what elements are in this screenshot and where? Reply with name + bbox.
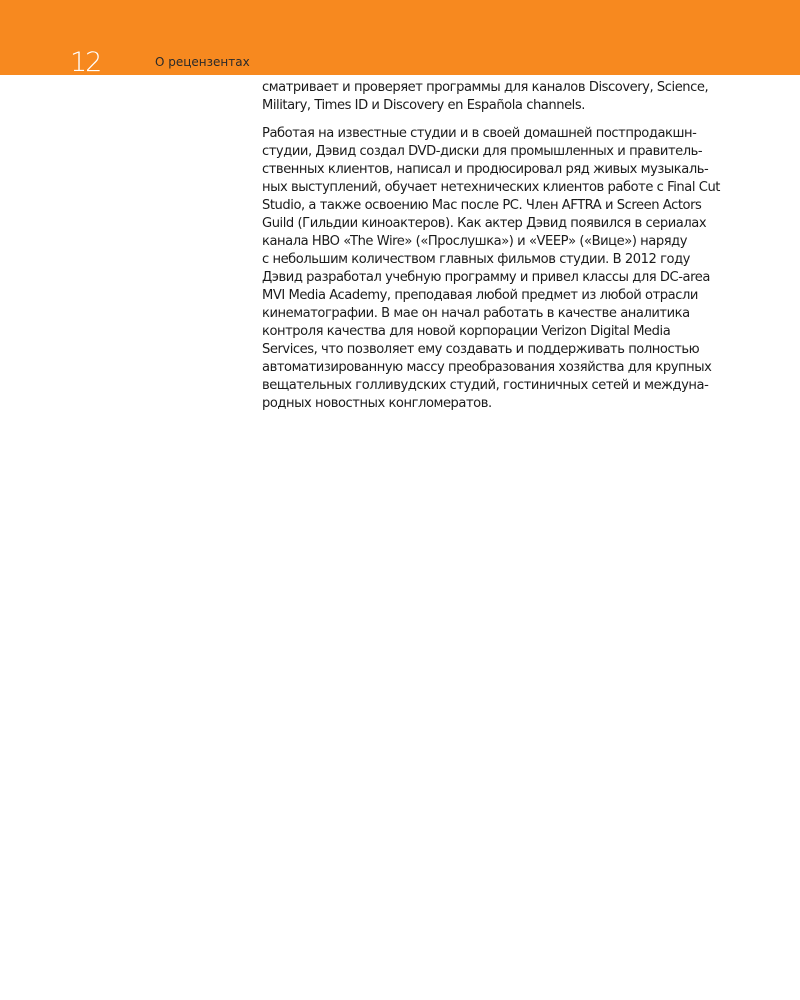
paragraph-2 xyxy=(262,125,780,413)
text-line: Работая на известные студии и в своей домашней постпродакшн- xyxy=(262,126,697,141)
text-line: сматривает и проверяет программы для каналов Discovery, Science, xyxy=(262,80,709,95)
header-band xyxy=(0,0,800,75)
text-line: студии, Дэвид создал DVD-диски для промышленных и правитель- xyxy=(262,144,703,159)
text-line: с небольшим количеством главных фильмов студии. В 2012 году xyxy=(262,252,690,267)
text-line: Дэвид разработал учебную программу и привел классы для DC-area xyxy=(262,270,710,285)
text-line: родных новостных конгломератов. xyxy=(262,396,492,411)
running-header-title: О рецензентах xyxy=(155,55,250,69)
text-line: Military, Times ID и Discovery en Española channels. xyxy=(262,98,585,113)
text-line: MVI Media Academy, преподавая любой предмет из любой отрасли xyxy=(262,288,698,303)
paragraph-1 xyxy=(262,79,780,115)
text-line: кинематографии. В мае он начал работать в качестве аналитика xyxy=(262,306,690,321)
text-line: ственных клиентов, написал и продюсировал ряд живых музыкаль- xyxy=(262,162,709,177)
text-line: ных выступлений, обучает нетехнических клиентов работе с Final Cut xyxy=(262,180,720,195)
text-line: Services, что позволяет ему создавать и поддерживать полностью xyxy=(262,342,700,357)
text-line: вещательных голливудских студий, гостиничных сетей и междуна- xyxy=(262,378,709,393)
text-line: Guild (Гильдии киноактеров). Как актер Дэвид появился в сериалах xyxy=(262,216,707,231)
text-line: канала HBO «The Wire» («Прослушка») и «VEEP» («Вице») наряду xyxy=(262,234,688,249)
text-line: Studio, а также освоению Mac после PC. Член AFTRA и Screen Actors xyxy=(262,198,702,213)
page-number: 12 xyxy=(70,47,101,78)
text-line: автоматизированную массу преобразования хозяйства для крупных xyxy=(262,360,712,375)
body-text xyxy=(262,79,780,413)
text-line: контроля качества для новой корпорации Verizon Digital Media xyxy=(262,324,671,339)
